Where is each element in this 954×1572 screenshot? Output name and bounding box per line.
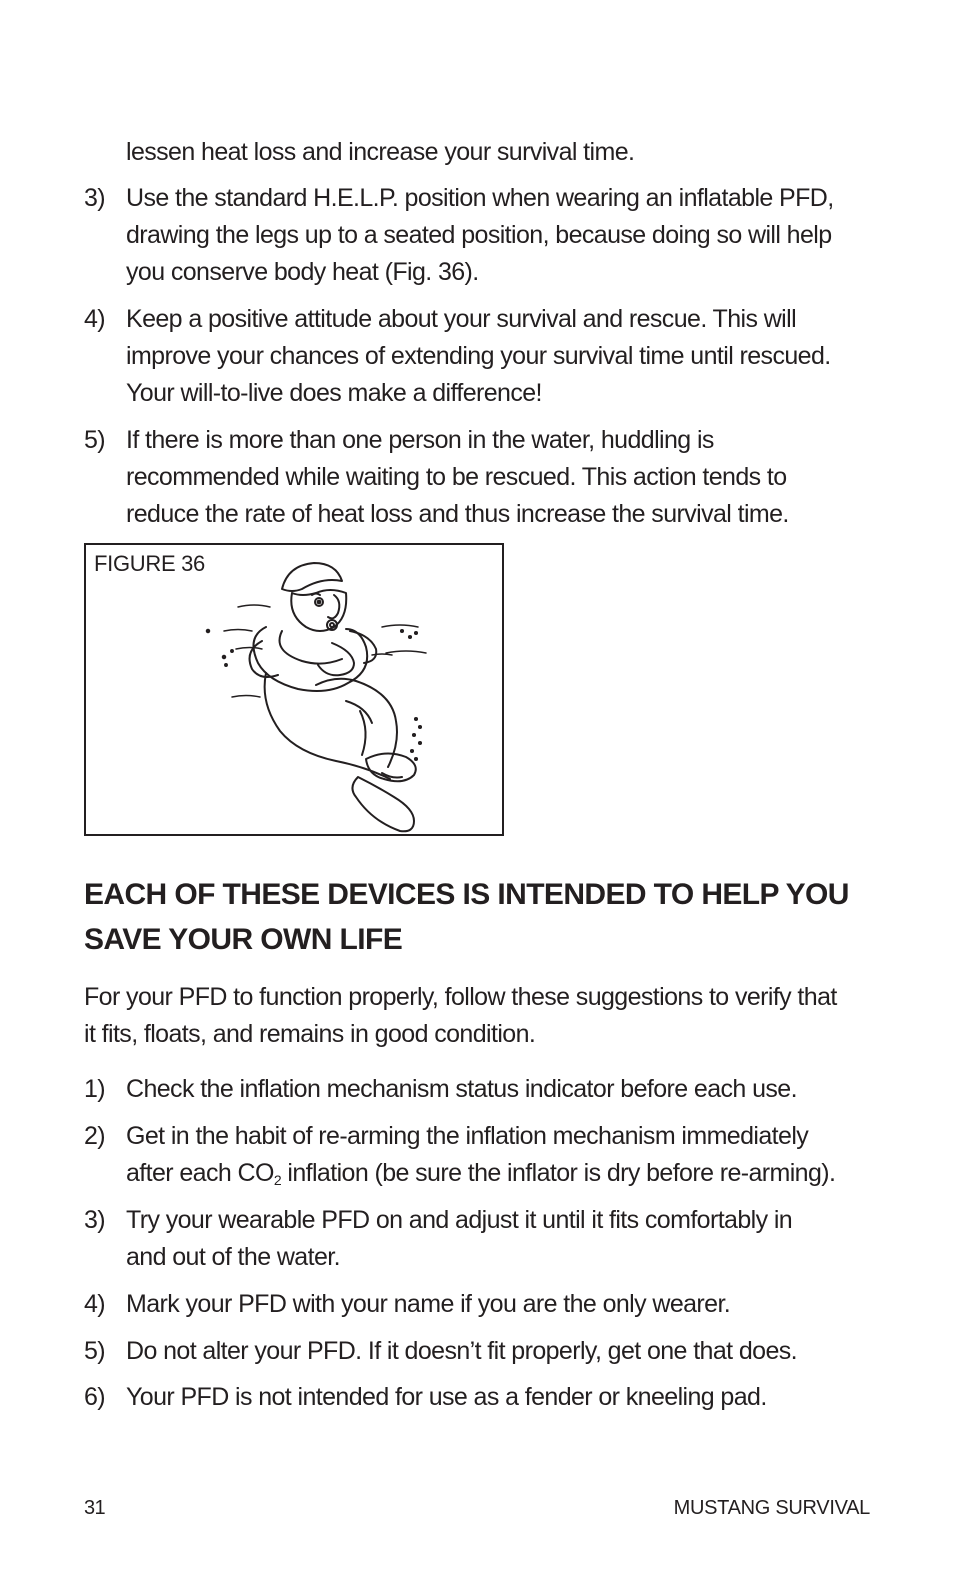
footer-brand: MUSTANG SURVIVAL [673,1497,870,1519]
water-lines [207,605,427,760]
list-item-line: Use the standard H.E.L.P. position when wearing an inflatable PFD, [126,184,834,212]
body-legs [265,673,390,779]
list-item-line-rest: inflation (be sure the inflator is dry before re-arming). [281,1159,836,1187]
list-item-line: recommended while waiting to be rescued. This action tends to [126,463,787,491]
co2-text: after each CO [126,1159,274,1187]
list-item-line: If there is more than one person in the water, huddling is [126,426,714,454]
help-position-illustration [86,545,502,834]
list-item-line [126,1155,884,1192]
continuation-text: lessen heat loss and increase your survival time. [126,138,635,166]
list-item-number: 1) [84,1075,106,1103]
section-heading-line: EACH OF THESE DEVICES IS INTENDED TO HELP YOU [84,878,849,911]
list-item-number: 5) [84,1337,106,1365]
list-item-line: Try your wearable PFD on and adjust it until it fits comfortably in [126,1206,793,1234]
list-item-line: drawing the legs up to a seated position, because doing so will help [126,221,832,249]
figure-36 [84,543,504,836]
list-item-number: 6) [84,1383,106,1411]
list-item-line: Your will-to-live does make a difference! [126,379,542,407]
list-item-line: improve your chances of extending your survival time until rescued. [126,342,831,370]
list-item-line: you conserve body heat (Fig. 36). [126,258,479,286]
figure-label: FIGURE 36 [94,551,205,576]
list-item-line: reduce the rate of heat loss and thus increase the survival time. [126,500,789,528]
list-item-line: Get in the habit of re-arming the inflation mechanism immediately [126,1122,809,1150]
pfd-collar [254,627,368,691]
list-item-number: 2) [84,1122,106,1150]
list-item-number: 3) [84,184,106,212]
section-heading-line: SAVE YOUR OWN LIFE [84,923,403,956]
list-item-line: and out of the water. [126,1243,340,1271]
list-item-number: 4) [84,1290,106,1318]
intro-line: it fits, floats, and remains in good condition. [84,1020,536,1048]
list-item-number: 3) [84,1206,106,1234]
section-heading [84,872,884,962]
page-number: 31 [84,1497,106,1519]
co2-subscript: 2 [273,1172,282,1188]
list-item-line: Do not alter your PFD. If it doesn’t fit properly, get one that does. [126,1337,798,1365]
intro-line: For your PFD to function properly, follow these suggestions to verify that [84,983,837,1011]
list-item-line: Your PFD is not intended for use as a fender or kneeling pad. [126,1383,767,1411]
list-item-number: 4) [84,305,106,333]
list-item-line: Mark your PFD with your name if you are the only wearer. [126,1290,731,1318]
list-item-line: Check the inflation mechanism status indicator before each use. [126,1075,797,1103]
list-item-number: 5) [84,426,106,454]
cap [282,563,342,591]
intro-paragraph [84,979,884,1053]
list-item-line: Keep a positive attitude about your survival and rescue. This will [126,305,797,333]
